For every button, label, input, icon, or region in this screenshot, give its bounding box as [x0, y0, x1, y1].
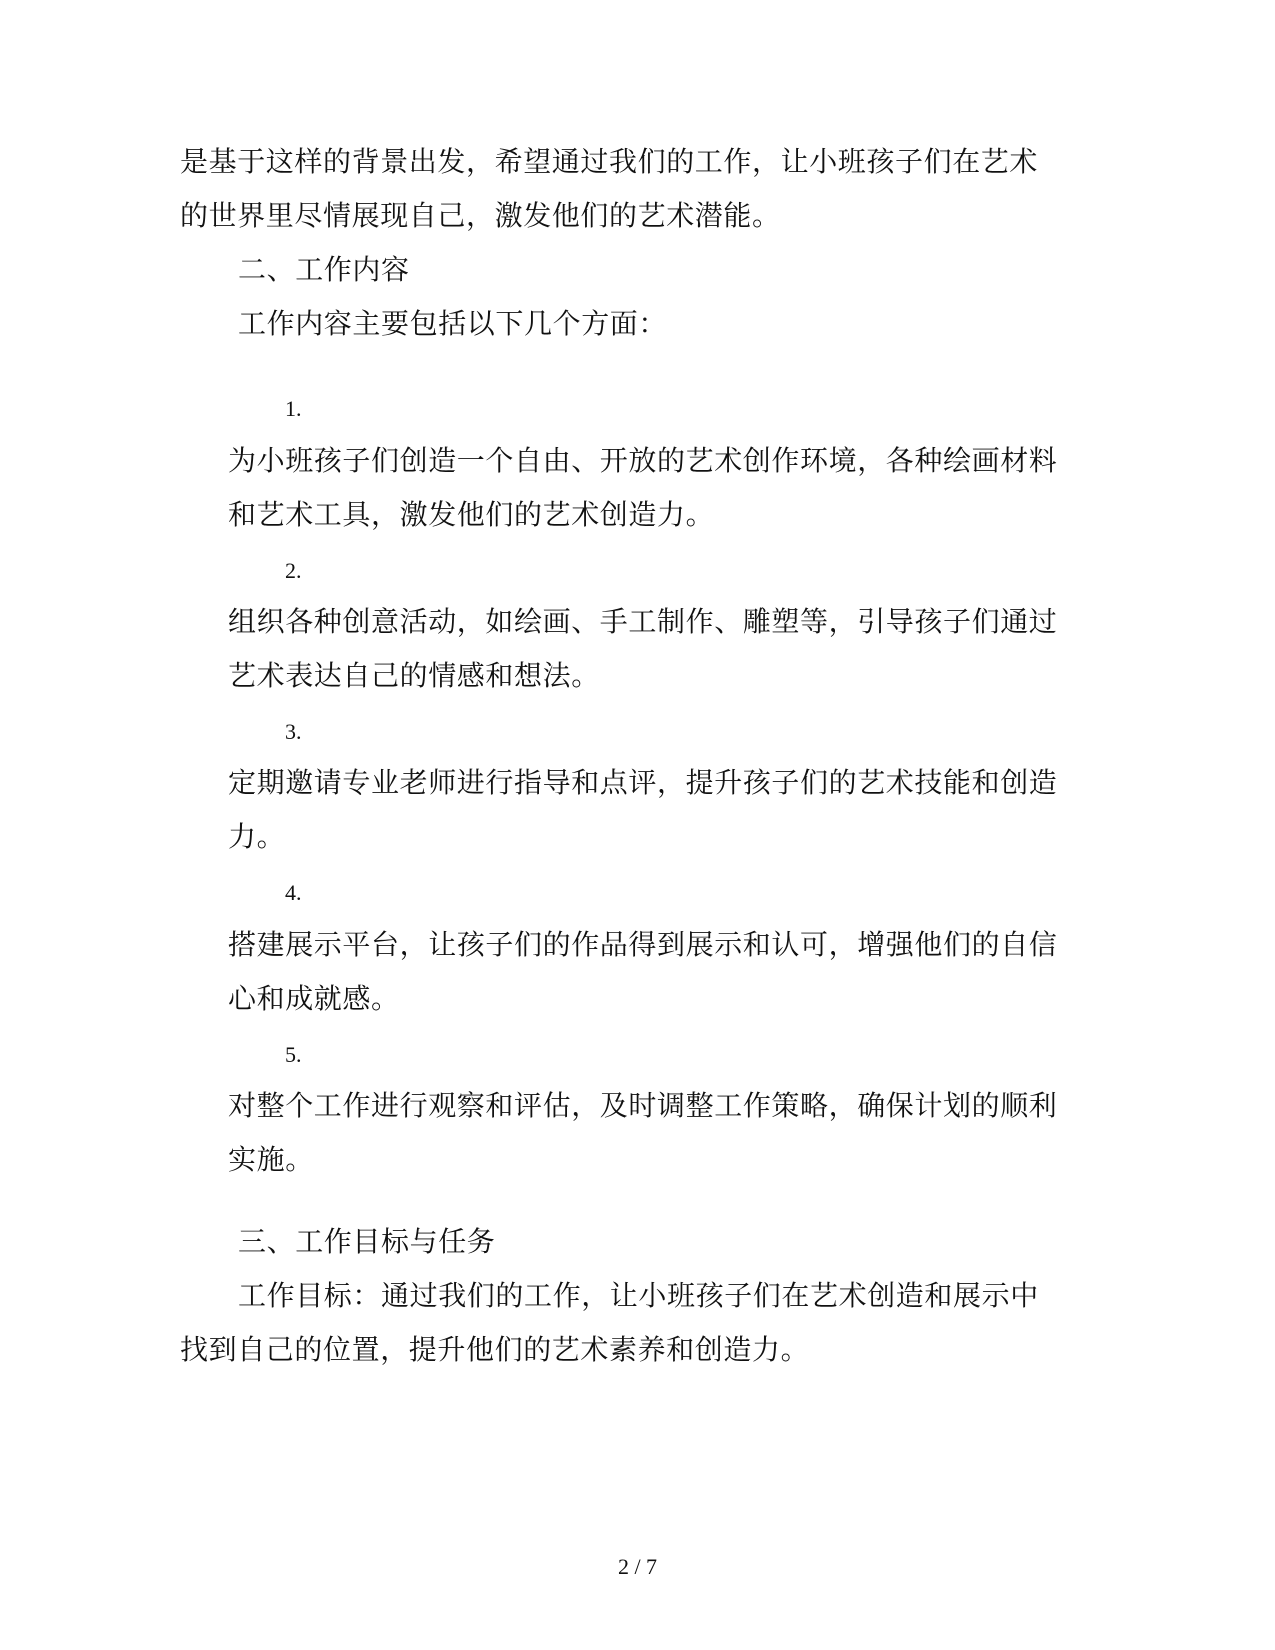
item-2-line-2: 艺术表达自己的情感和想法。: [228, 659, 600, 692]
intro-line-2: 的世界里尽情展现自己，激发他们的艺术潜能。: [180, 199, 781, 232]
item-5-line-1: 对整个工作进行观察和评估，及时调整工作策略，确保计划的顺利: [228, 1089, 1058, 1122]
item-4-line-1: 搭建展示平台，让孩子们的作品得到展示和认可，增强他们的自信: [228, 928, 1058, 961]
item-1-number: 1.: [285, 396, 302, 421]
item-5-number: 5.: [285, 1042, 302, 1067]
item-1-line-1: 为小班孩子们创造一个自由、开放的艺术创作环境，各种绘画材料: [228, 444, 1058, 477]
item-1-line-2: 和艺术工具，激发他们的艺术创造力。: [228, 498, 715, 531]
item-3-line-1: 定期邀请专业老师进行指导和点评，提升孩子们的艺术技能和创造: [228, 766, 1058, 799]
item-5-line-2: 实施。: [228, 1143, 314, 1176]
item-2-line-1: 组织各种创意活动，如绘画、手工制作、雕塑等，引导孩子们通过: [228, 605, 1058, 638]
section-2-heading: 二、工作内容: [238, 253, 410, 286]
item-3-number: 3.: [285, 719, 302, 744]
section-3-goal-line-1: 工作目标：通过我们的工作，让小班孩子们在艺术创造和展示中: [238, 1279, 1039, 1312]
item-4-number: 4.: [285, 880, 302, 905]
item-4-line-2: 心和成就感。: [228, 982, 400, 1015]
section-3-heading: 三、工作目标与任务: [238, 1225, 496, 1258]
item-3-line-2: 力。: [228, 820, 286, 853]
section-3-goal-line-2: 找到自己的位置，提升他们的艺术素养和创造力。: [180, 1333, 810, 1366]
intro-line-1: 是基于这样的背景出发，希望通过我们的工作，让小班孩子们在艺术: [180, 145, 1039, 178]
page-number: 2 / 7: [617, 1554, 658, 1579]
item-2-number: 2.: [285, 558, 302, 583]
section-2-lead: 工作内容主要包括以下几个方面：: [238, 307, 668, 340]
